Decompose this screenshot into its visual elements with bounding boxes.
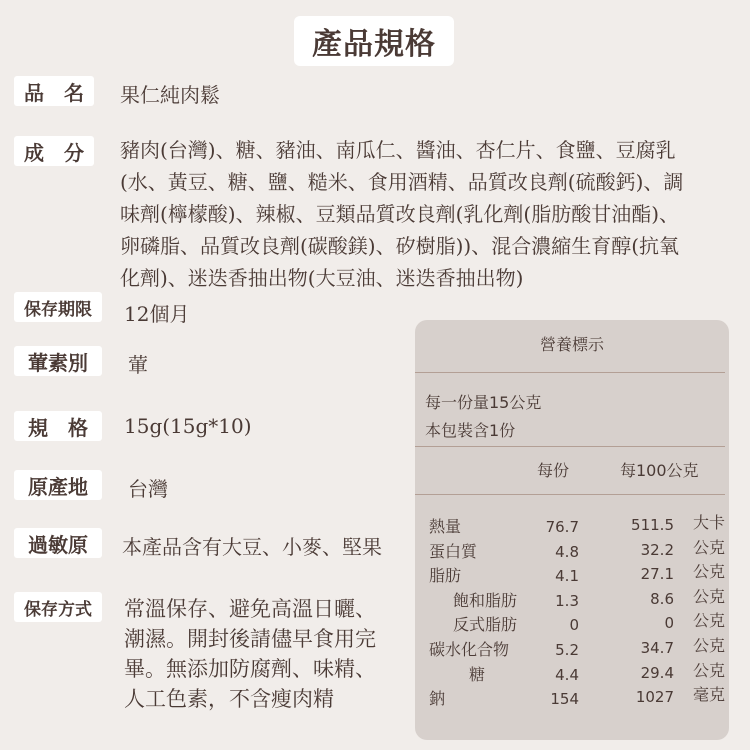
nutrient-name: 糖	[469, 664, 486, 684]
nutrient-name: 脂肪	[429, 566, 462, 586]
ingredients-line: (水、黃豆、糖、鹽、糙米、食用酒精、品質改良劑(硫酸鈣)、調	[120, 170, 684, 194]
nutrient-per-100g: 29.4	[640, 663, 674, 682]
name-value: 果仁純肉鬆	[120, 83, 220, 107]
ingredients-line: 化劑)、迷迭香抽出物(大豆油、迷迭香抽出物)	[120, 266, 524, 290]
ingredients-value	[120, 134, 683, 294]
nutrient-name: 蛋白質	[429, 541, 478, 561]
spec-label: 規 格	[14, 411, 102, 441]
nutrient-per-100g: 511.5	[631, 516, 674, 534]
nutrient-name: 碳水化合物	[429, 640, 510, 659]
nutrient-per-serving: 1.3	[555, 591, 579, 610]
nutrient-unit: 公克	[692, 636, 725, 655]
nutrient-per-100g: 27.1	[640, 565, 674, 584]
nutrient-unit: 公克	[692, 586, 725, 606]
nutrient-per-serving: 76.7	[545, 518, 579, 536]
storage-line: 畢。無添加防腐劑、味精、	[124, 657, 376, 681]
diet-label: 葷素別	[14, 346, 102, 376]
nutrient-per-serving: 154	[550, 690, 579, 709]
storage-label: 保存方式	[14, 592, 102, 622]
nutrient-unit: 公克	[692, 611, 725, 631]
nutrient-name: 飽和脂肪	[453, 590, 518, 610]
nutrient-per-serving: 4.1	[555, 567, 579, 586]
nutrient-name: 熱量	[429, 517, 462, 536]
ingredients-line: 豬肉(台灣)、糖、豬油、南瓜仁、醬油、杏仁片、食鹽、豆腐乳	[120, 138, 676, 162]
shelf-life-label: 保存期限	[14, 292, 102, 322]
nutrient-unit: 公克	[692, 660, 725, 680]
servings-per-package: 本包裝含1份	[425, 421, 516, 440]
ingredients-line: 味劑(檸檬酸)、辣椒、豆類品質改良劑(乳化劑(脂肪酸甘油酯)、	[120, 202, 680, 226]
storage-line: 常溫保存、避免高溫日曬、	[124, 597, 376, 621]
nutrient-per-100g: 1027	[635, 688, 674, 707]
nutrient-unit: 公克	[692, 537, 725, 557]
divider	[415, 494, 725, 495]
nutrition-panel	[415, 320, 729, 740]
storage-line: 潮濕。開封後請儘早食用完	[124, 627, 376, 651]
divider	[415, 446, 725, 447]
spec-value: 15g(15g*10)	[124, 414, 252, 438]
nutrient-per-serving: 5.2	[555, 641, 579, 659]
nutrient-per-100g: 32.2	[640, 540, 674, 559]
nutrition-header: 營養標示	[539, 335, 604, 354]
divider	[415, 372, 725, 373]
page-title: 產品規格	[294, 16, 454, 66]
ingredients-line: 卵磷脂、品質改良劑(碳酸鎂)、矽樹脂))、混合濃縮生育醇(抗氧	[120, 234, 680, 258]
nutrient-per-serving: 0	[569, 616, 579, 635]
origin-value: 台灣	[128, 477, 168, 501]
nutrient-per-100g: 34.7	[640, 639, 674, 657]
diet-value: 葷	[128, 353, 148, 377]
nutrient-unit: 公克	[692, 562, 725, 582]
origin-label: 原產地	[14, 470, 102, 500]
storage-line: 人工色素，不含瘦肉精	[124, 687, 334, 711]
nutrient-unit: 大卡	[692, 513, 725, 532]
ingredients-label: 成 分	[14, 136, 94, 166]
shelf-life-value: 12個月	[124, 302, 190, 326]
storage-value	[124, 594, 376, 714]
allergen-value: 本產品含有大豆、小麥、堅果	[122, 535, 382, 559]
name-label: 品 名	[14, 76, 94, 106]
nutrient-per-serving: 4.8	[555, 542, 579, 561]
nutrient-per-100g: 8.6	[650, 589, 674, 608]
nutrient-name: 鈉	[429, 689, 446, 709]
nutrient-per-serving: 4.4	[555, 665, 579, 684]
serving-size: 每一份量15公克	[425, 393, 542, 412]
nutrient-name: 反式脂肪	[453, 615, 518, 635]
nutrient-per-100g: 0	[664, 614, 674, 633]
nutrient-unit: 毫克	[692, 685, 725, 705]
allergen-label: 過敏原	[14, 528, 102, 558]
col-header-per-100g: 每100公克	[620, 461, 699, 480]
col-header-per-serving: 每份	[537, 461, 570, 480]
